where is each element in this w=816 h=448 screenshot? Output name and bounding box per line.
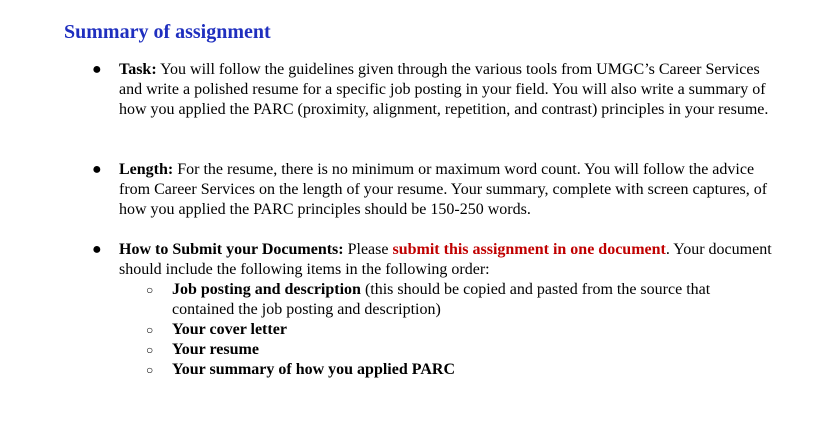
highlight-text: submit this assignment in one document — [392, 241, 666, 258]
sub-item-label: Job posting and description — [172, 281, 361, 298]
list-item-text — [119, 60, 772, 120]
list-item-text — [119, 160, 772, 220]
bullet-icon: ● — [92, 161, 102, 178]
sub-item-text — [172, 340, 772, 360]
sub-item-body: (this should be copied and pasted from the source that contained the job posting and description) — [172, 281, 711, 318]
sub-item-summary — [146, 360, 772, 380]
list-item-task — [92, 60, 772, 120]
item-label: Length: — [119, 161, 174, 178]
sub-item-text — [172, 320, 772, 340]
sub-item-label: Your resume — [172, 341, 259, 358]
section-heading: Summary of assignment — [64, 21, 271, 43]
list-item-length — [92, 160, 772, 220]
circle-bullet-icon: ○ — [146, 343, 154, 357]
item-body: For the resume, there is no minimum or maximum word count. You will follow the advice from Career Services on the length of your resume. Your summary, complete with screen captures, of how you applied the PARC principles should be 150-250 words. — [119, 161, 768, 218]
circle-bullet-icon: ○ — [146, 323, 154, 337]
item-body-pre: Please — [343, 241, 393, 258]
circle-bullet-icon: ○ — [146, 283, 154, 297]
sub-item-job-posting — [146, 280, 772, 320]
sub-item-label: Your summary of how you applied PARC — [172, 361, 455, 378]
item-label: How to Submit your Documents: — [119, 241, 344, 258]
item-label: Task: — [119, 61, 157, 78]
sub-item-text — [172, 280, 772, 320]
circle-bullet-icon: ○ — [146, 363, 154, 377]
sub-item-text — [172, 360, 772, 380]
item-body: You will follow the guidelines given through the various tools from UMGC’s Career Services and write a polished resume for a specific job posting in your field. You will also write a summary of how you applied the PARC (proximity, alignment, repetition, and contrast) principles in your resume. — [119, 61, 769, 118]
item-body-post: . Your document should include the following items in the following order: — [119, 241, 772, 278]
sub-item-resume — [146, 340, 772, 360]
bullet-icon: ● — [92, 61, 102, 78]
list-item-text — [119, 240, 772, 280]
sub-item-cover-letter — [146, 320, 772, 340]
bullet-icon: ● — [92, 241, 102, 258]
list-item-submit — [92, 240, 772, 380]
sub-item-label: Your cover letter — [172, 321, 287, 338]
